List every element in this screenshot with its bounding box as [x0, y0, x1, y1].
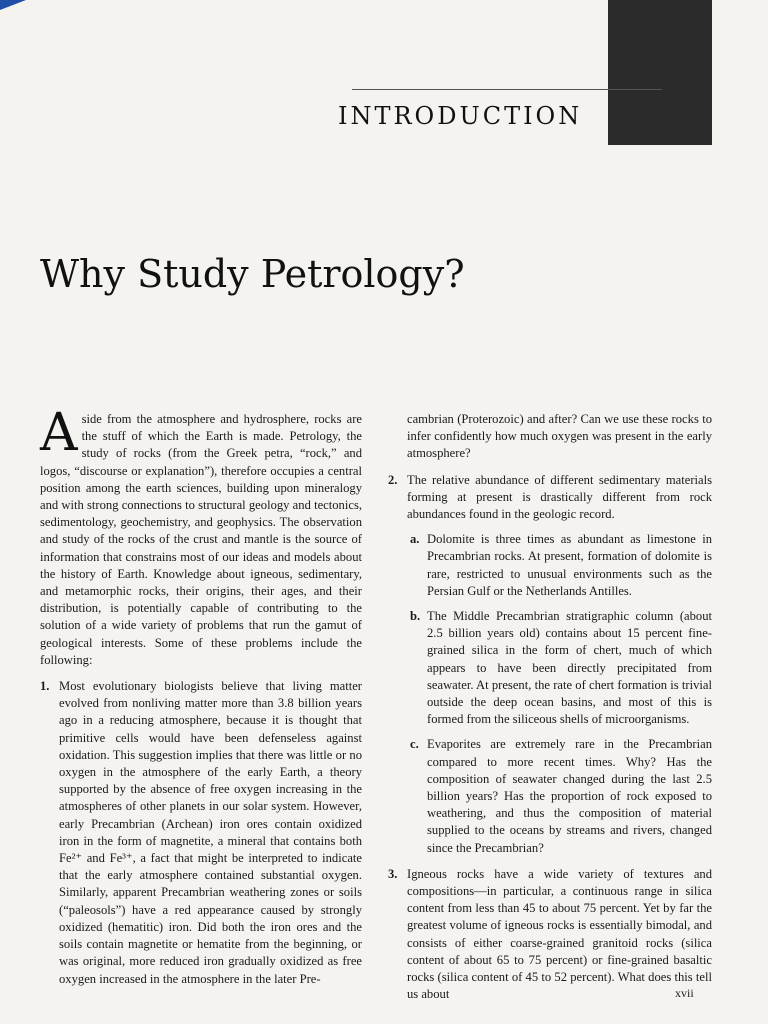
intro-text: side from the atmosphere and hydrosphere, rocks are the stuff of which the Earth is made. Petrology, the study of rocks (from the Greek petra, “rock,” and logos, “discourse or explanation”), therefore occupies a central position among the earth sciences, building upon mineralogy and with strong connections to structural geology and tectonics, sedimentology, geochemistry, and geophysics. The observation and study of the rocks of the crust and mantle is the source of information that constrains most of our ideas and models about the history of Earth. Knowledge about igneous, sedimentary, and metamorphic rocks, their origins, their ages, and their distribution, is potentially capable of contributing to the solution of a wide variety of problems that run the gamut of geological interests. Some of these problems include the following:	[40, 412, 362, 667]
sub-item-text: The Middle Precambrian stratigraphic column (about 2.5 billion years old) contains about 15 percent fine-grained silica in the form of chert, much of which appears to have been directly precipitated from seawater. At present, the rate of chert formation is trivial outside the deep ocean basins, and most of this is formed from the siliceous shells of microorganisms.	[427, 609, 712, 727]
sub-item-text: Dolomite is three times as abundant as limestone in Precambrian rocks. At present, formation of dolomite is rare, restricted to unusual environments such as the Persian Gulf or the Netherlands Antilles.	[427, 532, 712, 598]
list-item-1	[40, 678, 362, 988]
page-number: xvii	[675, 986, 694, 1000]
list-number: 3.	[388, 866, 398, 881]
intro-paragraph	[40, 403, 362, 669]
sub-item-letter: a.	[410, 532, 420, 547]
list-item-2	[388, 472, 712, 524]
list-item-text: The relative abundance of different sedimentary materials forming at present is drastically different from rock abundances found in the geologic record.	[407, 472, 712, 522]
list-number: 2.	[388, 472, 398, 487]
list-item-1-continuation: cambrian (Proterozoic) and after? Can we use these rocks to infer confidently how much oxygen was present in the early atmosphere?	[407, 412, 712, 461]
right-column	[388, 411, 712, 1004]
list-item-3	[388, 866, 712, 1004]
sub-item-b	[388, 608, 712, 728]
sub-item-a	[388, 531, 712, 600]
list-item-text: Most evolutionary biologists believe that living matter evolved from nonliving matter more than 3.8 billion years ago in a reducing atmosphere, because it is thought that primitive cells would have been defenseless against oxidation. This suggestion implies that there was little or no oxygen in the atmosphere of the early Earth, a theory supported by the absence of free oxygen increasing in the atmospheres of other planets in our solar system. However, early Precambrian (Archean) iron ores contain oxidized iron in the form of magnetite, a mineral that contains both Fe²⁺ and Fe³⁺, a fact that might be interpreted to indicate that the early atmosphere contained substantial oxygen. Similarly, apparent Precambrian weathering zones or soils (“paleosols”) have a red appearance caused by strongly oxidized (hematitic) iron. Did both the iron ores and the soils contain magnetite or hematite from the beginning, or was original, more reduced iron gradually oxidized as free oxygen increased in the atmosphere in the later Pre-	[59, 679, 362, 986]
list-number: 1.	[40, 679, 50, 694]
sub-item-letter: b.	[410, 609, 421, 624]
sub-item-c	[388, 736, 712, 856]
header-rule	[352, 89, 662, 90]
section-heading: INTRODUCTION	[338, 102, 583, 130]
corner-color-mark	[0, 0, 26, 10]
left-column	[40, 403, 362, 988]
list-item-text: Igneous rocks have a wide variety of textures and compositions—in particular, a continuous range in silica content from less than 45 to about 75 percent. Yet by far the greatest volume of igneous rocks is essentially bimodal, and consists of either coarse-grained granitoid rocks (silica content of about 65 to 75 percent) or fine-grained basaltic rocks (silica content of 45 to 52 percent). What does this tell us about	[407, 866, 712, 1002]
chapter-title: Why Study Petrology?	[40, 252, 465, 296]
sub-item-text: Evaporites are extremely rare in the Precambrian compared to more recent times. Why? Has the composition of seawater changed during the last 2.5 billion years? Has the proportion of rock exposed to weathering, and thus the composition of material supplied to the oceans by streams and rivers, changed since the Precambrian?	[427, 737, 712, 855]
sub-item-letter: c.	[410, 737, 419, 752]
drop-cap: A	[40, 403, 78, 463]
chapter-thumb-tab	[608, 0, 712, 145]
